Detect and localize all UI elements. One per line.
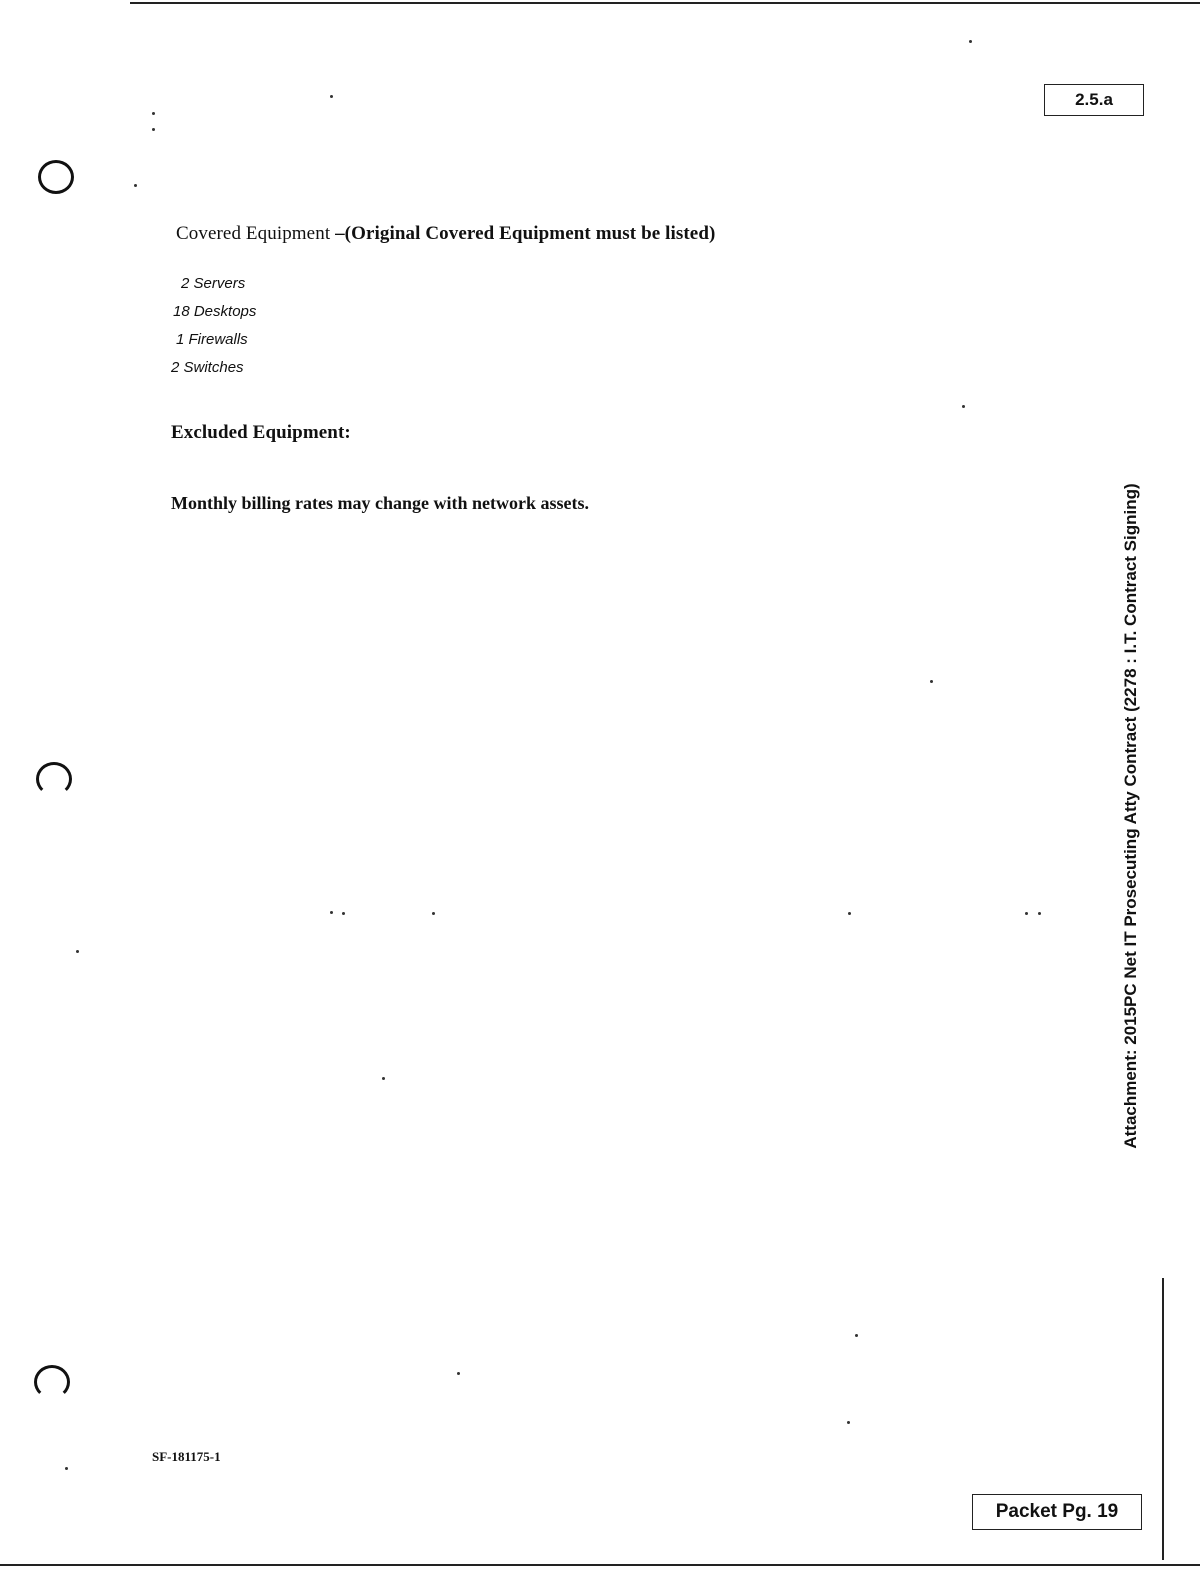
scan-speck <box>432 912 435 915</box>
scan-speck <box>1038 912 1041 915</box>
list-item: 2 Servers <box>181 275 246 292</box>
top-border-line <box>130 2 1200 4</box>
covered-equipment-label: Covered Equipment <box>176 223 331 244</box>
document-id: SF-181175-1 <box>152 1449 221 1464</box>
scan-speck <box>969 40 972 43</box>
scan-speck <box>962 405 965 408</box>
list-item: 2 Switches <box>171 359 244 376</box>
scan-speck <box>847 1421 850 1424</box>
section-badge: 2.5.a <box>1044 84 1144 116</box>
punch-hole-icon <box>36 762 72 796</box>
attachment-side-label: Attachment: 2015PC Net IT Prosecuting Atty Contract (2278 : I.T. Contract Signing) <box>1121 483 1140 1149</box>
scan-speck <box>855 1334 858 1337</box>
scan-speck <box>342 912 345 915</box>
scan-speck <box>930 680 933 683</box>
billing-note: Monthly billing rates may change with network assets. <box>171 493 589 513</box>
scan-speck <box>330 95 333 98</box>
scan-speck <box>382 1077 385 1080</box>
scan-speck <box>134 184 137 187</box>
scan-speck <box>152 112 155 115</box>
scan-speck <box>848 912 851 915</box>
bottom-border-line <box>0 1564 1200 1566</box>
scan-speck <box>65 1467 68 1470</box>
scan-speck <box>330 911 333 914</box>
list-item: 18 Desktops <box>173 303 257 320</box>
scan-speck <box>1025 912 1028 915</box>
packet-page-badge: Packet Pg. 19 <box>972 1494 1142 1530</box>
scan-speck <box>152 128 155 131</box>
covered-equipment-note: –(Original Covered Equipment must be listed) <box>335 223 716 244</box>
covered-equipment-list <box>171 270 256 382</box>
covered-equipment-heading <box>176 223 715 245</box>
scan-speck <box>457 1372 460 1375</box>
list-item: 1 Firewalls <box>176 331 248 348</box>
right-margin-line <box>1162 1278 1164 1560</box>
punch-hole-icon <box>38 160 74 194</box>
scan-speck <box>76 950 79 953</box>
punch-hole-icon <box>34 1365 70 1399</box>
excluded-equipment-heading: Excluded Equipment: <box>171 422 351 443</box>
